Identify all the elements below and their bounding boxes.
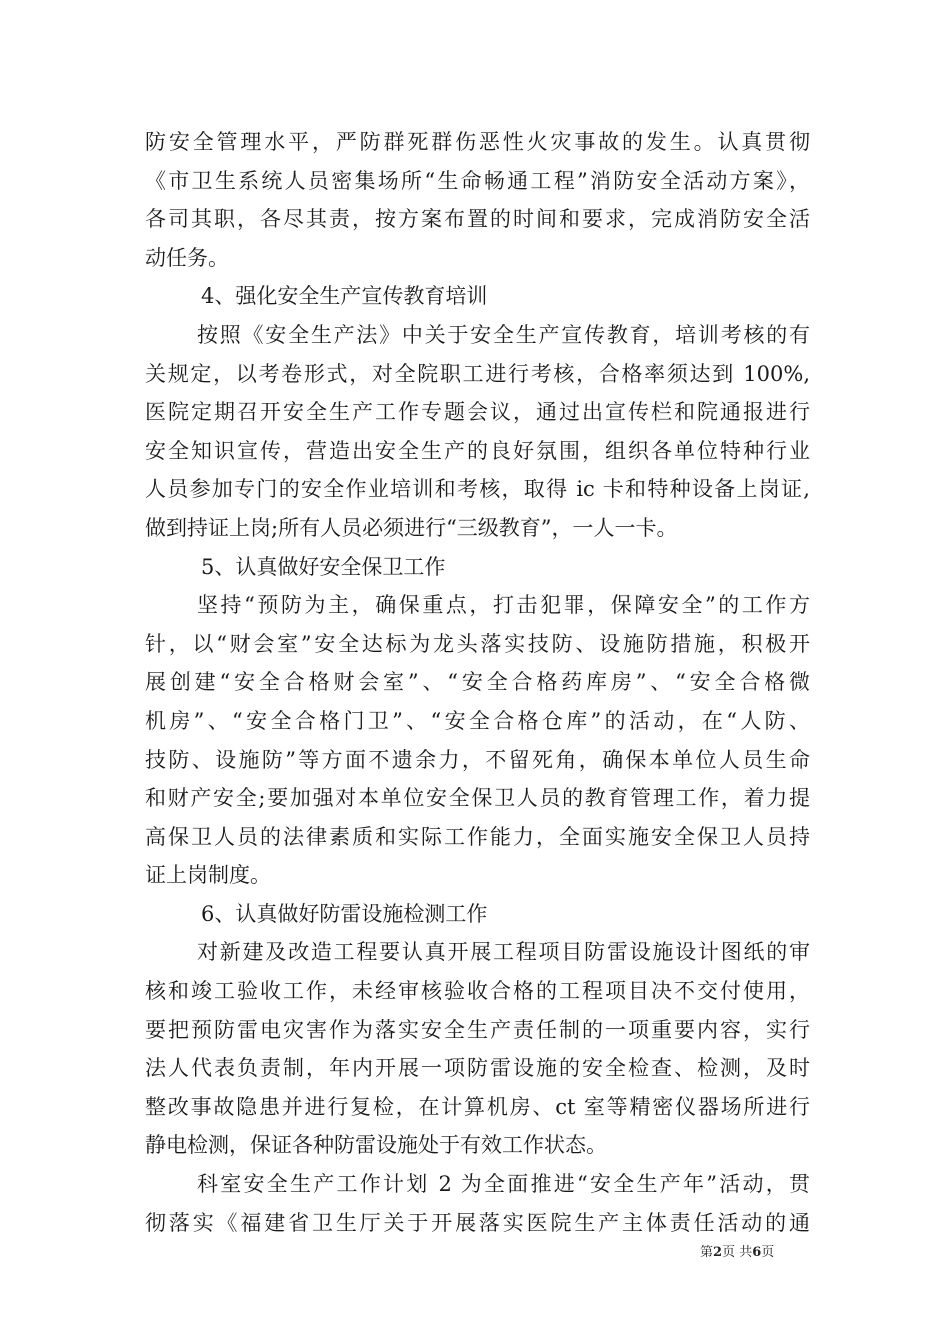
text-line: 整改事故隐患并进行复检，在计算机房、ct 室等精密仪器场所进行	[145, 1094, 810, 1119]
text-line: 安全知识宣传，营造出安全生产的良好氛围，组织各单位特种行业	[145, 438, 810, 463]
text-line: 关规定，以考卷形式，对全院职工进行考核，合格率须达到 100%,	[145, 361, 810, 386]
footer-suffix: 页	[761, 1245, 775, 1260]
footer-middle: 页 共	[722, 1245, 753, 1260]
text-line: 要把预防雷电灾害作为落实安全生产责任制的一项重要内容，实行	[145, 1017, 810, 1042]
paragraph	[145, 316, 810, 548]
text-line: 防安全管理水平，严防群死群伤恶性火灾事故的发生。认真贯彻	[145, 130, 810, 154]
text-line: 高保卫人员的法律素质和实际工作能力，全面实施安全保卫人员持	[145, 824, 810, 849]
paragraph	[145, 1165, 810, 1242]
text-line: 动任务。	[145, 245, 229, 270]
text-line: 技防、设施防”等方面不遗余力，不留死角，确保本单位人员生命	[145, 747, 810, 772]
current-page-number: 2	[713, 1245, 723, 1260]
text-line: 展创建“安全合格财会室”、“安全合格药库房”、“安全合格微	[145, 670, 810, 695]
text-line: 核和竣工验收工作，未经审核验收合格的工程项目决不交付使用，	[145, 979, 810, 1004]
text-line: 彻落实《福建省卫生厅关于开展落实医院生产主体责任活动的通	[145, 1210, 810, 1235]
section-heading: 4、强化安全生产宣传教育培训	[201, 284, 488, 309]
section-heading: 6、认真做好防雷设施检测工作	[201, 901, 488, 926]
text-line: 坚持“预防为主，确保重点，打击犯罪，保障安全”的工作方	[197, 593, 810, 618]
text-line: 按照《安全生产法》中关于安全生产宣传教育，培训考核的有	[197, 322, 810, 347]
text-line: 静电检测，保证各种防雷设施处于有效工作状态。	[145, 1133, 607, 1158]
text-line: 各司其职，各尽其责，按方案布置的时间和要求，完成消防安全活	[145, 207, 810, 232]
text-line: 医院定期召开安全生产工作专题会议，通过出宣传栏和院通报进行	[145, 400, 810, 425]
document-body	[145, 123, 810, 1242]
section-heading: 5、认真做好安全保卫工作	[201, 554, 446, 579]
text-line: 做到持证上岗;所有人员必须进行“三级教育”，一人一卡。	[145, 515, 678, 540]
text-line: 《市卫生系统人员密集场所“生命畅通工程”消防安全活动方案》，	[145, 168, 810, 193]
paragraph	[145, 586, 810, 895]
text-line: 证上岗制度。	[145, 863, 271, 888]
text-line: 和财产安全;要加强对本单位安全保卫人员的教育管理工作，着力提	[145, 786, 810, 811]
text-line: 人员参加专门的安全作业培训和考核，取得 ic 卡和特种设备上岗证,	[145, 477, 810, 502]
text-line: 针，以“财会室”安全达标为龙头落实技防、设施防措施，积极开	[145, 631, 810, 656]
page-number-footer	[700, 1245, 774, 1261]
text-line: 法人代表负责制，年内开展一项防雷设施的安全检查、检测，及时	[145, 1056, 810, 1081]
text-line: 科室安全生产工作计划 2 为全面推进“安全生产年”活动，贯	[197, 1172, 810, 1197]
footer-prefix: 第	[700, 1245, 714, 1260]
paragraph	[145, 123, 810, 277]
total-pages-number: 6	[752, 1245, 762, 1260]
paragraph	[145, 933, 810, 1165]
text-line: 机房”、“安全合格门卫”、“安全合格仓库”的活动，在“人防、	[145, 708, 810, 733]
text-line: 对新建及改造工程要认真开展工程项目防雷设施设计图纸的审	[197, 940, 810, 965]
